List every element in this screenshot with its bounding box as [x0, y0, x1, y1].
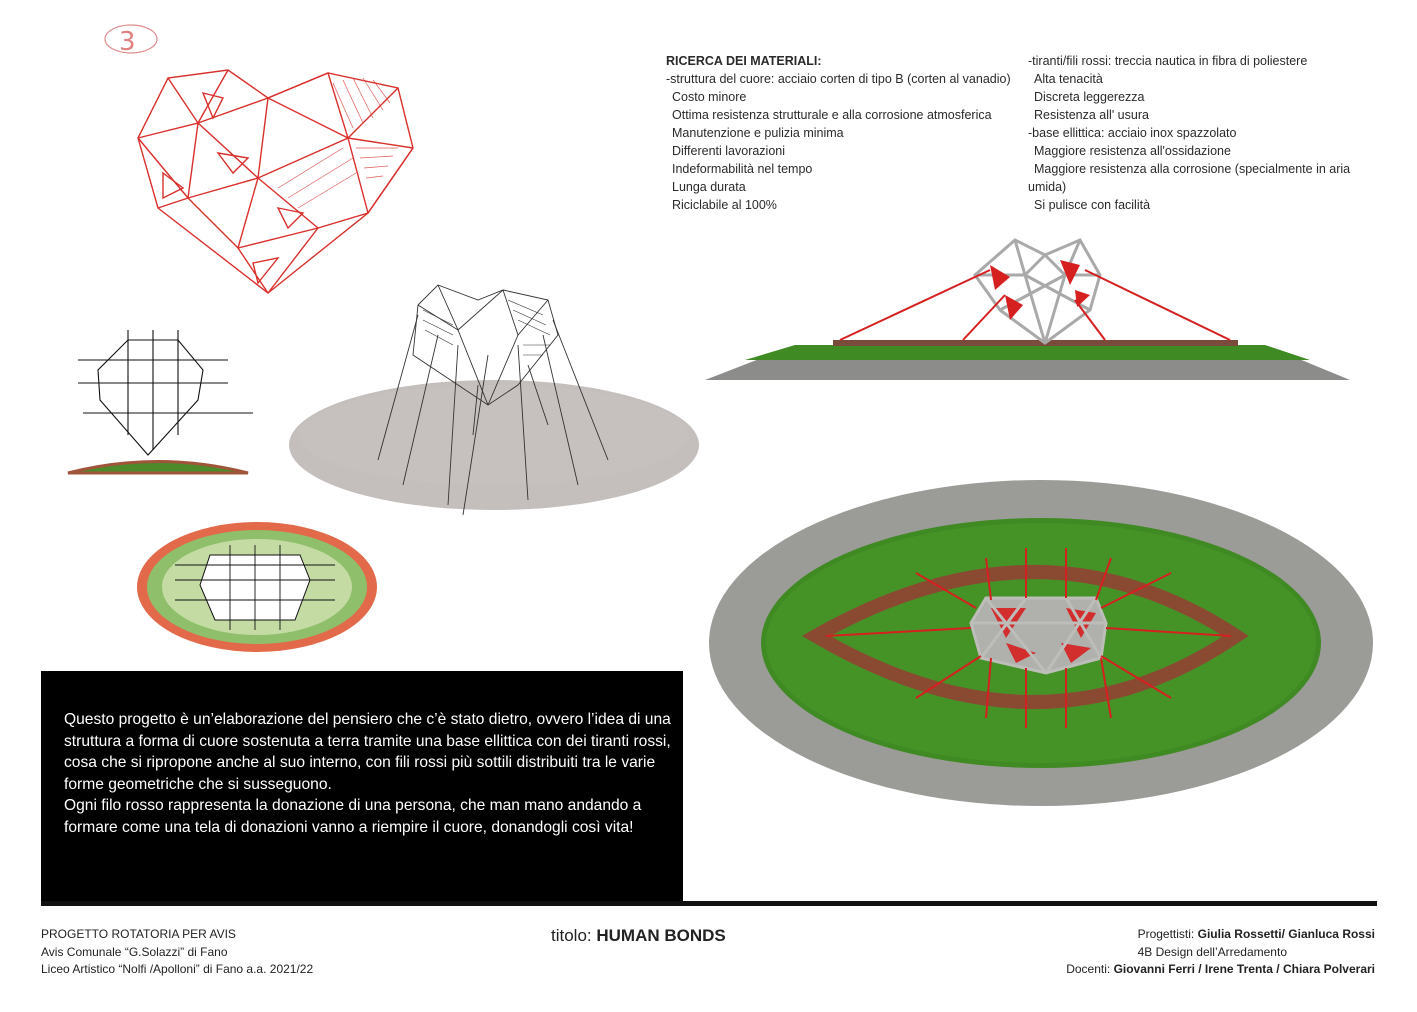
- project-title: HUMAN BONDS: [596, 926, 726, 945]
- description-box: [41, 671, 683, 901]
- colored-ellipse-sketch: [135, 520, 380, 655]
- teachers-names: Giovanni Ferri / Irene Trenta / Chiara Polverari: [1113, 962, 1375, 976]
- designers-names: Giulia Rossetti/ Gianluca Rossi: [1197, 927, 1375, 941]
- material-line: Maggiore resistenza alla corrosione (specialmente in aria: [1034, 162, 1351, 176]
- footer-divider: [41, 901, 1377, 906]
- material-line: Indeformabilità nel tempo: [672, 162, 813, 176]
- materials-heading: RICERCA DEI MATERIALI:: [666, 54, 822, 68]
- description-paragraph-2: Ogni filo rosso rappresenta la donazione di una persona, che man mano andando a formare come una tela di donazioni vanno a riempire il cuore, donandogli così vita!: [64, 797, 642, 836]
- material-line: -base ellittica: acciaio inox spazzolato: [1028, 126, 1237, 140]
- page-number: 3: [103, 23, 120, 53]
- class-info: 4B Design dell’Arredamento: [1137, 944, 1287, 959]
- material-line: Discreta leggerezza: [1034, 90, 1145, 104]
- material-line: Ottima resistenza strutturale e alla corrosione atmosferica: [672, 108, 992, 122]
- heart-grid-diagram: [68, 325, 258, 485]
- title-prefix: titolo:: [551, 926, 592, 945]
- materials-left-column: [666, 52, 1011, 214]
- material-line: Maggiore resistenza all'ossidazione: [1034, 144, 1231, 158]
- material-line: Resistenza all' usura: [1034, 108, 1149, 122]
- footer-project-info: [41, 926, 313, 979]
- designers-label: Progettisti:: [1137, 927, 1195, 941]
- footer-project-title: PROGETTO ROTATORIA PER AVIS: [41, 927, 236, 941]
- elevation-render: [705, 235, 1355, 385]
- heart-sketch-red: [128, 48, 428, 298]
- description-paragraph-1: Questo progetto è un’elaborazione del pensiero che c’è stato dietro, ovvero l’idea di una struttura a forma di cuore sostenuta a terra tramite una base ellittica con dei tiranti rossi, cosa che si ripropone anche al suo interno, con fili rossi più sottili distribuiti tra le varie forme geometriche che si susseguono.: [64, 711, 671, 793]
- footer-school: Liceo Artistico “Nolfi /Apolloni” di Fano a.a. 2021/22: [41, 962, 314, 976]
- material-line: Differenti lavorazioni: [672, 144, 786, 158]
- teachers-label: Docenti:: [1066, 962, 1111, 976]
- pencil-3d-sketch: [288, 275, 708, 525]
- material-line: Riciclabile al 100%: [672, 198, 777, 212]
- footer-credits: [1066, 926, 1375, 979]
- material-line: Lunga durata: [672, 180, 746, 194]
- description-text: [64, 709, 674, 839]
- footer-title: [551, 926, 726, 946]
- material-line: Costo minore: [672, 90, 747, 104]
- material-line: -tiranti/fili rossi: treccia nautica in fibra di poliestere: [1028, 54, 1308, 68]
- footer-organization: Avis Comunale “G.Solazzi” di Fano: [41, 944, 228, 959]
- materials-right-column: [1028, 52, 1350, 214]
- top-view-render: [706, 478, 1376, 808]
- material-line: Alta tenacità: [1034, 72, 1103, 86]
- material-line: Si pulisce con facilità: [1034, 198, 1151, 212]
- material-line: Manutenzione e pulizia minima: [672, 126, 844, 140]
- material-line: umida): [1028, 180, 1067, 194]
- material-line: -struttura del cuore: acciaio corten di tipo B (corten al vanadio): [666, 72, 1011, 86]
